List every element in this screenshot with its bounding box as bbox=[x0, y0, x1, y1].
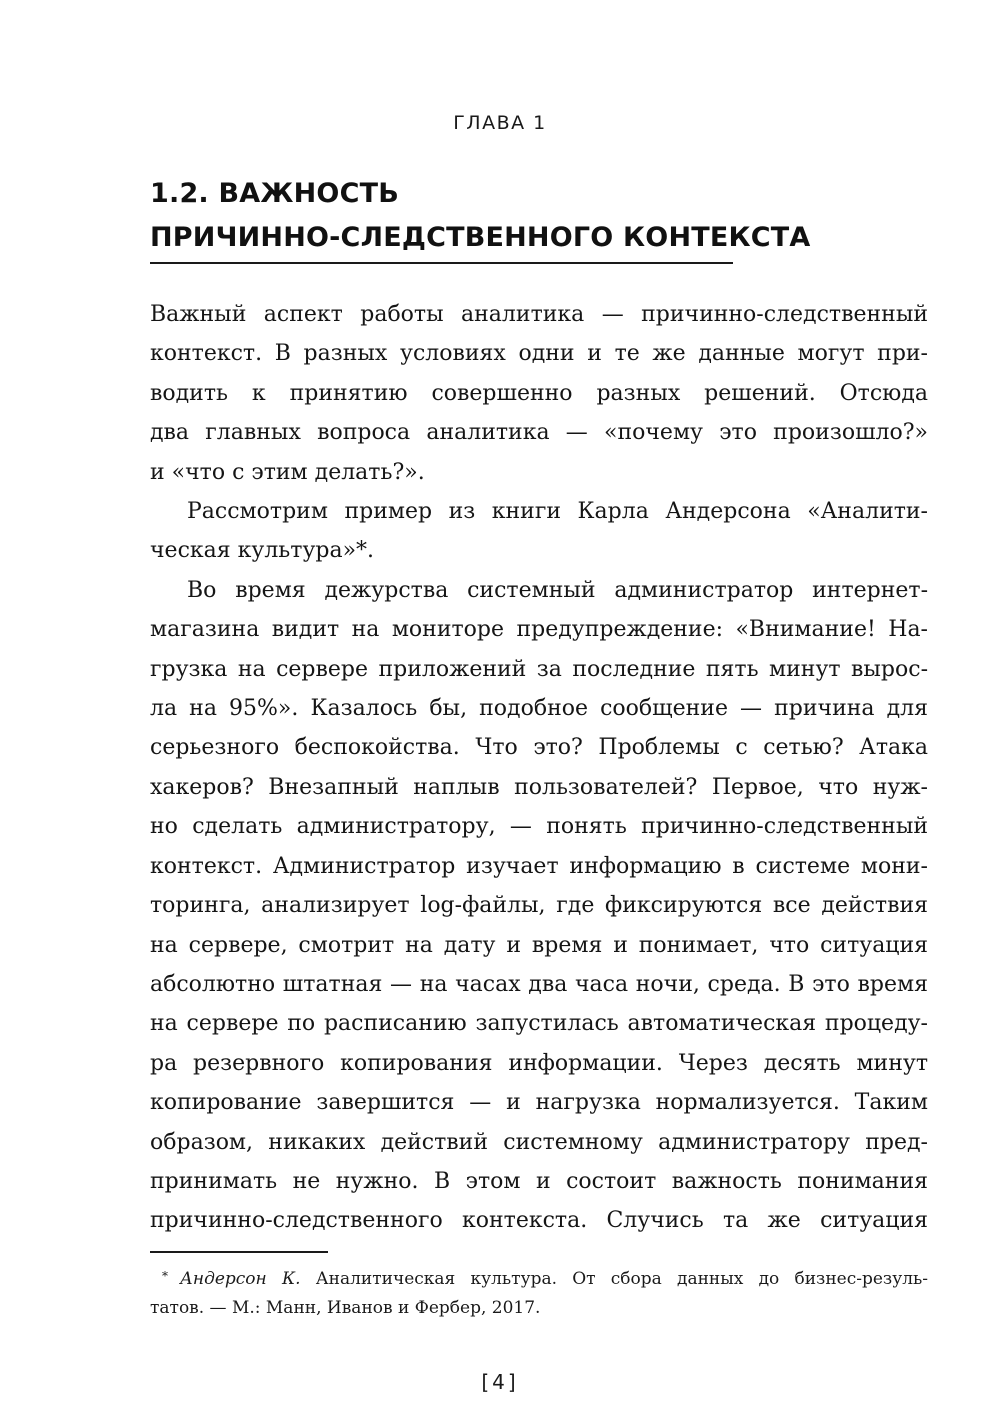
text-line: магазина видит на мониторе предупреждение: «Внимание! На- bbox=[150, 617, 928, 643]
footnote-line bbox=[150, 1265, 928, 1294]
title-underline bbox=[150, 262, 733, 264]
text-line: принимать не нужно. В этом и состоит важность понимания bbox=[150, 1168, 928, 1194]
paragraph bbox=[150, 295, 928, 492]
text-line: водить к принятию совершенно разных решений. Отсюда bbox=[150, 380, 928, 406]
text-line: копирование завершится — и нагрузка нормализуется. Таким bbox=[150, 1090, 928, 1116]
footnote-line: татов. — М.: Манн, Иванов и Фербер, 2017. bbox=[150, 1298, 541, 1318]
text-line: два главных вопроса аналитика — «почему это произошло?» bbox=[150, 420, 928, 446]
paragraph bbox=[150, 492, 928, 571]
footnote-divider bbox=[150, 1251, 328, 1253]
text-line: и «что с этим делать?». bbox=[150, 459, 425, 485]
body-text bbox=[150, 295, 928, 1241]
text-line: ла на 95%». Казалось бы, подобное сообщение — причина для bbox=[150, 696, 928, 722]
text-line: Важный аспект работы аналитика — причинно-следственный bbox=[150, 302, 928, 327]
text-line: но сделать администратору, — понять причинно-следственный bbox=[150, 814, 928, 840]
text-line: хакеров? Внезапный наплыв пользователей? Первое, что нуж- bbox=[150, 774, 928, 800]
paragraph bbox=[150, 571, 928, 1241]
section-title bbox=[150, 172, 850, 260]
section-title-line: 1.2. ВАЖНОСТЬ bbox=[150, 178, 399, 209]
footnote-marker: * bbox=[162, 1269, 168, 1283]
section-title-line: ПРИЧИННО-СЛЕДСТВЕННОГО КОНТЕКСТА bbox=[150, 222, 811, 253]
text-line: абсолютно штатная — на часах два часа ночи, среда. В это время bbox=[150, 971, 928, 997]
text-line: контекст. Администратор изучает информацию в системе мони- bbox=[150, 853, 928, 879]
footnote-title: Аналитическая культура. От сбора данных до бизнес-резуль- bbox=[315, 1269, 929, 1289]
text-line: Рассмотрим пример из книги Карла Андерсона «Аналити- bbox=[187, 499, 928, 525]
running-head: ГЛАВА 1 bbox=[453, 112, 547, 134]
text-line: серьезного беспокойства. Что это? Проблемы с сетью? Атака bbox=[150, 735, 928, 761]
text-line: ра резервного копирования информации. Через десять минут bbox=[150, 1050, 928, 1076]
text-line: на сервере по расписанию запустилась автоматическая процеду- bbox=[150, 1011, 928, 1037]
text-line: ческая культура»*. bbox=[150, 538, 375, 564]
text-line: торинга, анализирует log-файлы, где фиксируются все действия bbox=[150, 893, 928, 919]
footnote bbox=[150, 1265, 928, 1323]
text-line: образом, никаких действий системному администратору пред- bbox=[150, 1129, 928, 1155]
text-line: грузка на сервере приложений за последние пять минут вырос- bbox=[150, 656, 928, 682]
page-number: [4] bbox=[481, 1370, 519, 1394]
text-line: на сервере, смотрит на дату и время и понимает, что ситуация bbox=[150, 932, 928, 958]
text-line: контекст. В разных условиях одни и те же данные могут при- bbox=[150, 341, 928, 367]
text-line: Во время дежурства системный администратор интернет- bbox=[187, 577, 928, 603]
text-line: причинно-следственного контекста. Случись та же ситуация bbox=[150, 1208, 928, 1234]
footnote-author: Андерсон К. bbox=[180, 1269, 301, 1289]
